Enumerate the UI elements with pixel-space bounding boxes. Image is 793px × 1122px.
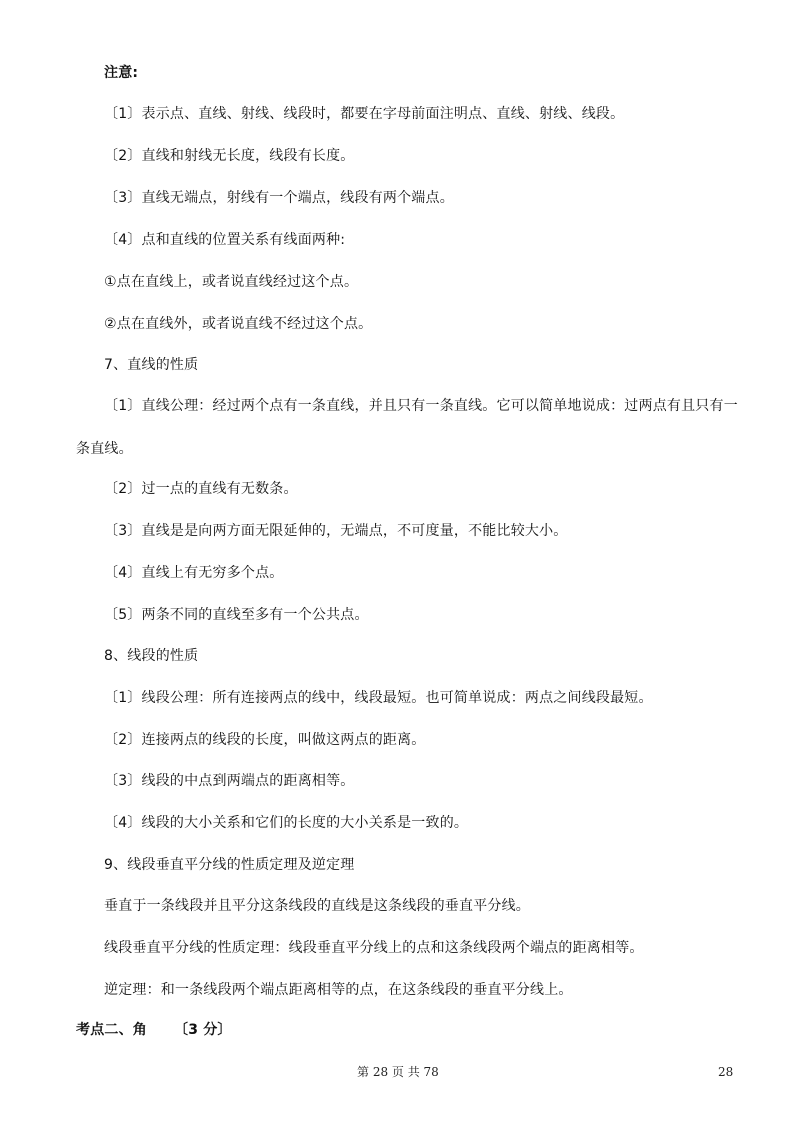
section7-item-4: 〔4〕直线上有无穷多个点。 [104, 565, 284, 581]
note-item-1: 〔1〕表示点、直线、射线、线段时，都要在字母前面注明点、直线、射线、线段。 [104, 106, 625, 122]
section8-item-2: 〔2〕连接两点的线段的长度，叫做这两点的距离。 [104, 732, 426, 748]
section8-item-1: 〔1〕线段公理：所有连接两点的线中，线段最短。也可简单说成：两点之间线段最短。 [104, 690, 653, 706]
section9-line-2: 线段垂直平分线的性质定理：线段垂直平分线上的点和这条线段两个端点的距离相等。 [104, 940, 644, 956]
section7-item-2: 〔2〕过一点的直线有无数条。 [104, 481, 298, 497]
section7-item-1-line-2: 条直线。 [76, 441, 133, 457]
section8-item-3: 〔3〕线段的中点到两端点的距离相等。 [104, 773, 355, 789]
section7-item-3: 〔3〕直线是是向两方面无限延伸的，无端点，不可度量，不能比较大小。 [104, 523, 568, 539]
section9-line-3: 逆定理：和一条线段两个端点距离相等的点，在这条线段的垂直平分线上。 [104, 982, 573, 998]
section7-item-1-line-1: 〔1〕直线公理：经过两个点有一条直线，并且只有一条直线。它可以简单地说成：过两点有且只有一 [104, 398, 738, 414]
note-sub-item-2: ②点在直线外，或者说直线不经过这个点。 [104, 316, 373, 332]
section8-heading: 8、线段的性质 [104, 648, 199, 664]
note-sub-item-1: ①点在直线上，或者说直线经过这个点。 [104, 274, 359, 290]
note-item-4: 〔4〕点和直线的位置关系有线面两种: [104, 232, 346, 248]
section7-heading: 7、直线的性质 [104, 357, 199, 373]
note-title: 注意: [104, 65, 139, 81]
next-section-heading: 考点二、角 [76, 1022, 147, 1038]
section9-line-1: 垂直于一条线段并且平分这条线段的直线是这条线段的垂直平分线。 [104, 898, 530, 914]
next-section-score: 〔3 分〕 [174, 1022, 232, 1038]
section8-item-4: 〔4〕线段的大小关系和它们的长度的大小关系是一致的。 [104, 815, 469, 831]
page-number: 28 [718, 1065, 734, 1079]
section7-item-5: 〔5〕两条不同的直线至多有一个公共点。 [104, 607, 369, 623]
note-item-3: 〔3〕直线无端点，射线有一个端点，线段有两个端点。 [104, 190, 454, 206]
section9-heading: 9、线段垂直平分线的性质定理及逆定理 [104, 857, 355, 873]
note-item-2: 〔2〕直线和射线无长度，线段有长度。 [104, 148, 355, 164]
page-label: 第 28 页 共 78 [357, 1065, 439, 1079]
